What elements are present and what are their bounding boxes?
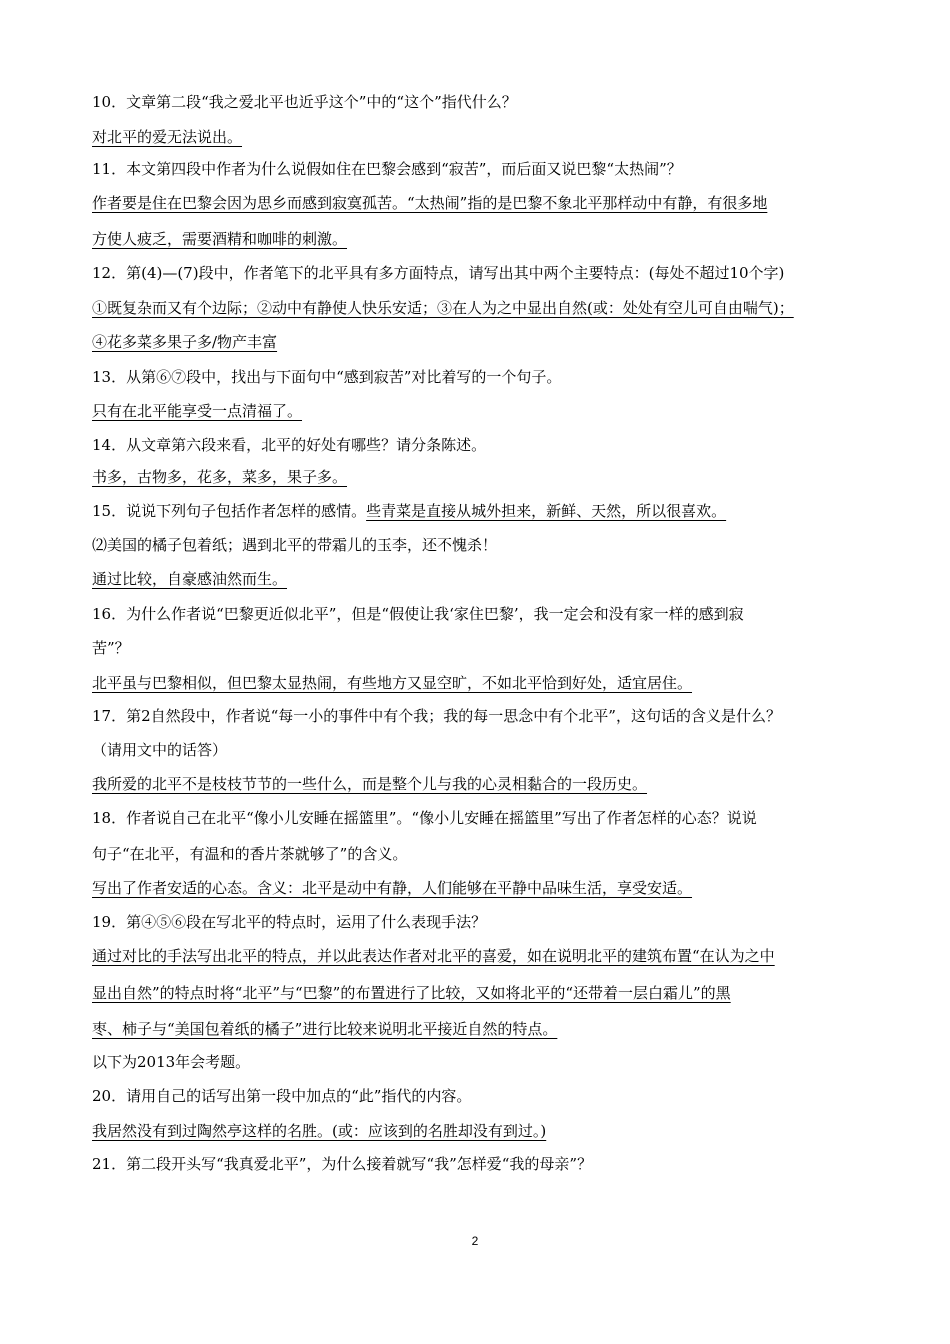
- question-16-line-1: 16．为什么作者说“巴黎更近似北平”，但是“假使让我‘家住巴黎’，我一定会和没有家一样的感到寂: [92, 605, 744, 623]
- answer-15-part-2: 通过比较，自豪感油然而生。: [92, 570, 288, 588]
- question-15-part-2: ⑵美国的橘子包着纸；遇到北平的带霜儿的玉李，还不愧杀！: [92, 536, 498, 554]
- answer-12-line-1: ①既复杂而又有个边际；②动中有静使人快乐安适；③在人为之中显出自然(或：处处有空儿可自由喘气)；: [92, 299, 794, 317]
- question-19: 19．第④⑤⑥段在写北平的特点时，运用了什么表现手法？: [92, 913, 487, 931]
- answer-14: 书多，古物多，花多，菜多，果子多。: [92, 468, 348, 486]
- answer-19-line-3: 枣、柿子与“美国包着纸的橘子”进行比较来说明北平接近自然的特点。: [92, 1020, 558, 1038]
- question-14: 14．从文章第六段来看，北平的好处有哪些？请分条陈述。: [92, 436, 487, 454]
- answer-19-line-2: 显出自然”的特点时将“北平”与“巴黎”的布置进行了比较，又如将北平的“还带着一层白霜儿”的黑: [92, 984, 731, 1002]
- question-15: [92, 501, 726, 521]
- question-16-line-2: 苦”？: [92, 639, 130, 657]
- question-21: 21．第二段开头写“我真爱北平”，为什么接着就写“我”怎样爱“我的母亲”？: [92, 1155, 593, 1173]
- answer-12-line-2: ④花多菜多果子多/物产丰富: [92, 333, 278, 351]
- answer-10: 对北平的爱无法说出。: [92, 128, 243, 146]
- question-20: 20．请用自己的话写出第一段中加点的“此”指代的内容。: [92, 1087, 472, 1105]
- question-15-prompt: 15．说说下列句子包括作者怎样的感情。: [92, 502, 367, 520]
- answer-20: 我居然没有到过陶然亭这样的名胜。(或：应该到的名胜却没有到过。): [92, 1122, 547, 1140]
- page-number: 2: [471, 1234, 479, 1248]
- question-17-line-1: 17．第2自然段中，作者说“每一小的事件中有个我；我的每一思念中有个北平”，这句话的含义是什么？: [92, 707, 781, 725]
- answer-19-line-1: 通过对比的手法写出北平的特点，并以此表达作者对北平的喜爱，如在说明北平的建筑布置“在认为之中: [92, 947, 775, 965]
- answer-15-part-1: 些青菜是直接从城外担来，新鲜、天然，所以很喜欢。: [366, 502, 727, 520]
- question-10: 10．文章第二段“我之爱北平也近乎这个”中的“这个”指代什么？: [92, 93, 517, 111]
- answer-11-line-1: 作者要是住在巴黎会因为思乡而感到寂寞孤苦。“太热闹”指的是巴黎不象北平那样动中有静，有很多地: [92, 194, 768, 212]
- answer-13: 只有在北平能享受一点清福了。: [92, 402, 303, 420]
- answer-17: 我所爱的北平不是枝枝节节的一些什么，而是整个儿与我的心灵相黏合的一段历史。: [92, 775, 648, 793]
- answer-11-line-2: 方使人疲乏，需要酒精和咖啡的刺激。: [92, 230, 348, 248]
- answer-16: 北平虽与巴黎相似，但巴黎太显热闹，有些地方又显空旷，不如北平恰到好处，适宜居住。: [92, 674, 693, 692]
- question-13: 13．从第⑥⑦段中，找出与下面句中“感到寂苦”对比着写的一个句子。: [92, 368, 562, 386]
- section-note: 以下为2013年会考题。: [92, 1053, 251, 1071]
- question-18-line-2: 句子“在北平，有温和的香片茶就够了”的含义。: [92, 845, 408, 863]
- question-12: 12．第(4)—(7)段中，作者笔下的北平具有多方面特点，请写出其中两个主要特点：(每处不超过10个字): [92, 264, 785, 282]
- question-17-line-2: （请用文中的话答）: [92, 741, 228, 759]
- answer-18: 写出了作者安适的心态。含义：北平是动中有静，人们能够在平静中品味生活，享受安适。: [92, 879, 693, 897]
- question-11: 11．本文第四段中作者为什么说假如住在巴黎会感到“寂苦”，而后面又说巴黎“太热闹”？: [92, 160, 682, 178]
- question-18-line-1: 18．作者说自己在北平“像小儿安睡在摇篮里”。“像小儿安睡在摇篮里”写出了作者怎样的心态？说说: [92, 809, 757, 827]
